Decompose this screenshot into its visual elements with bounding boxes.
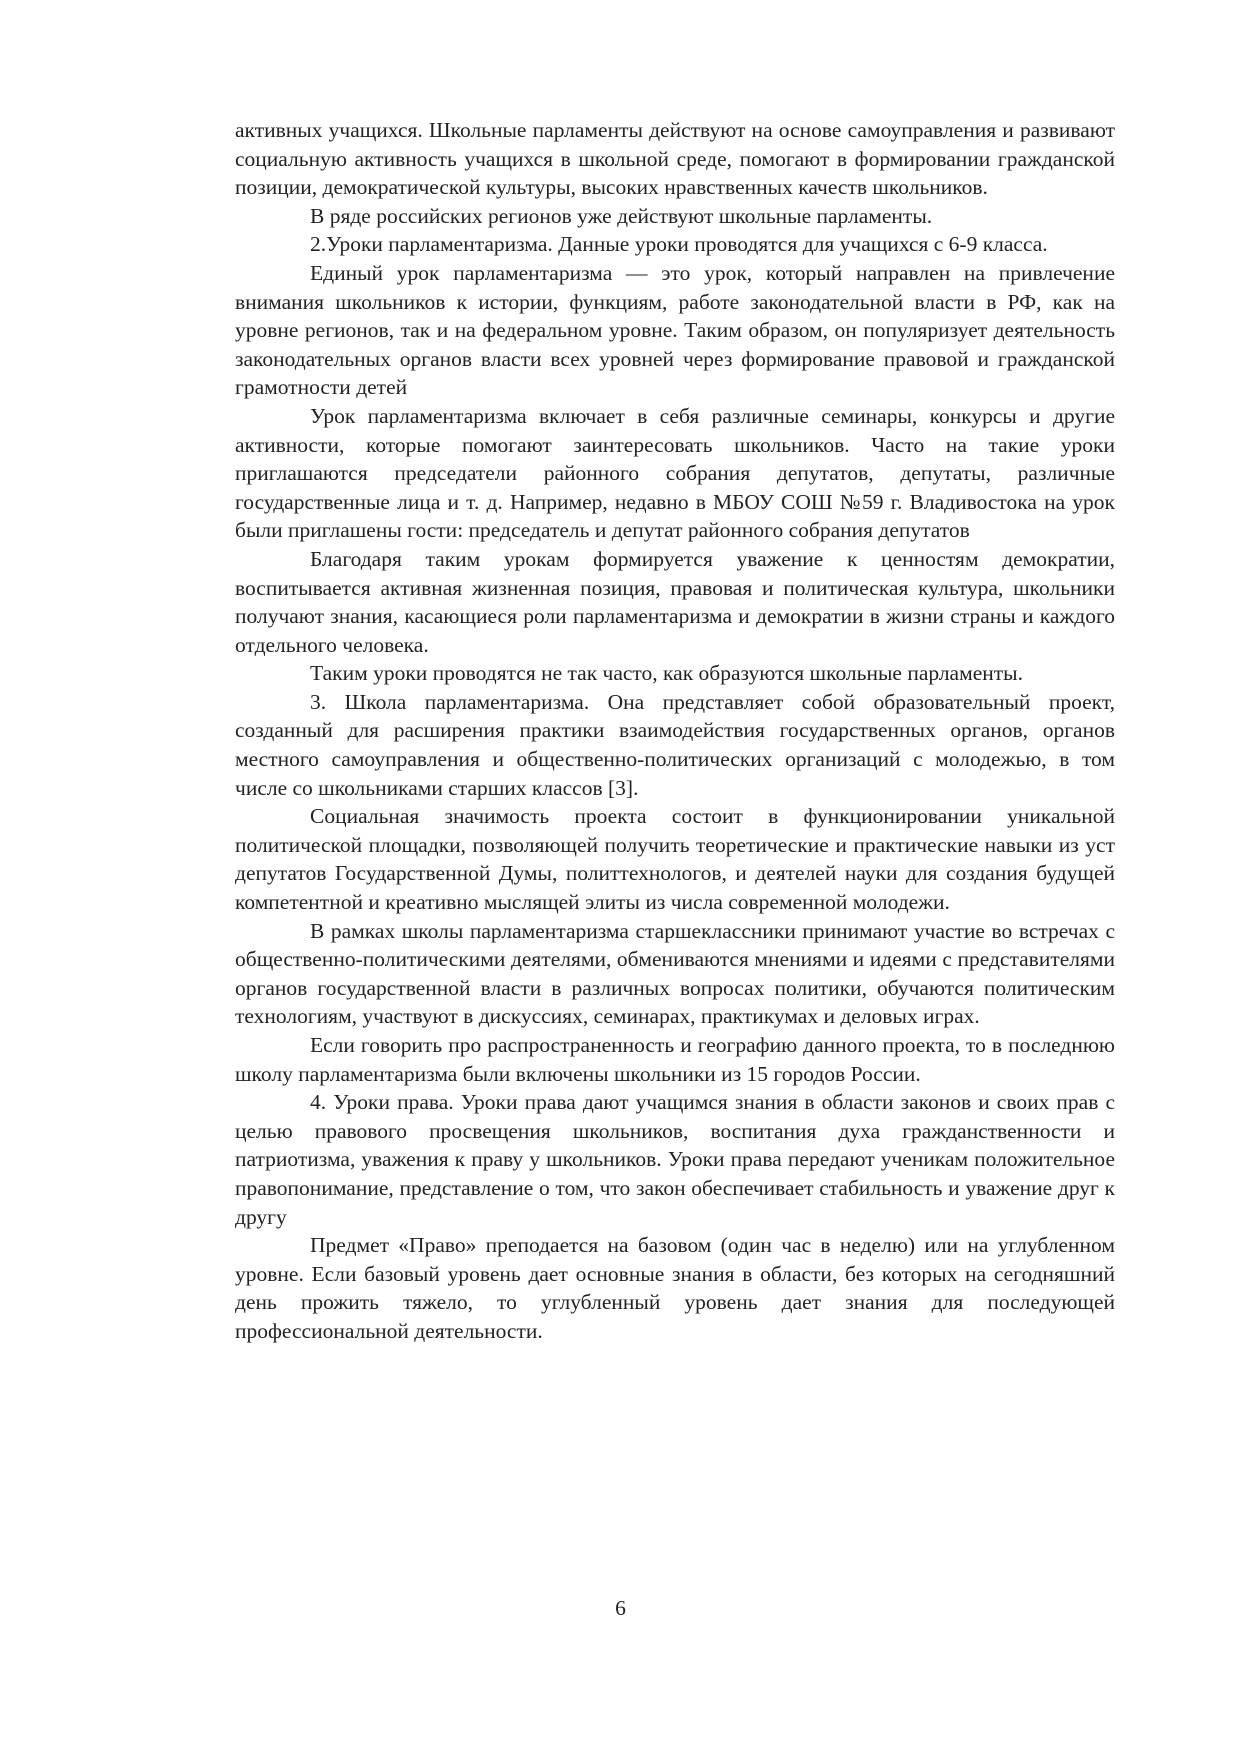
paragraph: 2.Уроки парламентаризма. Данные уроки проводятся для учащихся с 6-9 класса. xyxy=(310,232,1048,257)
paragraph: Если говорить про распространенность и географию данного проекта, то в последнюю школу парламентаризма были включены школьники из 15 городов России. xyxy=(235,1033,1115,1086)
paragraph: Таким уроки проводятся не так часто, как образуются школьные парламенты. xyxy=(310,661,1023,686)
paragraph: 3. Школа парламентаризма. Она представляет собой образовательный проект, созданный для расширения практики взаимодействия государственных органов, органов местного самоуправления и общественно-политических организаций с молодежью, в том числе со школьниками старших классов [3]. xyxy=(235,689,1115,800)
paragraph: В рамках школы парламентаризма старшеклассники принимают участие во встречах с общественно-политическими деятелями, обмениваются мнениями и идеями с представителями органов государственной власти в различных вопросах политики, обучаются политическим технологиям, участвуют в дискуссиях, семинарах, практикумах и деловых играх. xyxy=(235,918,1115,1029)
paragraph: В ряде российских регионов уже действуют школьные парламенты. xyxy=(310,203,933,228)
paragraph: Благодаря таким урокам формируется уважение к ценностям демократии, воспитывается активная жизненная позиция, правовая и политическая культура, школьники получают знания, касающиеся роли парламентаризма и демократии в жизни страны и каждого отдельного человека. xyxy=(235,546,1115,657)
body-text xyxy=(235,116,1115,1346)
paragraph: Единый урок парламентаризма — это урок, который направлен на привлечение внимания школьников к истории, функциям, работе законодательной власти в РФ, как на уровне регионов, так и на федеральном уровне. Таким образом, он популяризует деятельность законодательных органов власти всех уровней через формирование правовой и гражданской грамотности детей xyxy=(235,260,1115,400)
paragraph: Предмет «Право» преподается на базовом (один час в неделю) или на углубленном уровне. Если базовый уровень дает основные знания в области, без которых на сегодняшний день прожить тяжело, то углубленный уровень дает знания для последующей профессиональной деятельности. xyxy=(235,1233,1115,1343)
paragraph: Урок парламентаризма включает в себя различные семинары, конкурсы и другие активности, которые помогают заинтересовать школьников. Часто на такие уроки приглашаются председатели районного собрания депутатов, депутаты, различные государственные лица и т. д. Например, недавно в МБОУ СОШ №59 г. Владивостока на урок были приглашены гости: председатель и депутат районного собрания депутатов xyxy=(235,403,1115,543)
paragraph: 4. Уроки права. Уроки права дают учащимся знания в области законов и своих прав с целью правового просвещения школьников, воспитания духа гражданственности и патриотизма, уважения к праву у школьников. Уроки права передают ученикам положительное правопонимание, представление о том, что закон обеспечивает стабильность и уважение друг к другу xyxy=(235,1090,1115,1229)
page-number: 6 xyxy=(615,1596,626,1620)
paragraph: Социальная значимость проекта состоит в функционировании уникальной политической площадки, позволяющей получить теоретические и практические навыки из уст депутатов Государственной Думы, политтехнологов, и деятелей науки для создания будущей компетентной и креативно мыслящей элиты из числа современной молодежи. xyxy=(235,804,1115,915)
paragraph-continuation: активных учащихся. Школьные парламенты действуют на основе самоуправления и развивают социальную активность учащихся в школьной среде, помогают в формировании гражданской позиции, демократической культуры, высоких нравственных качеств школьников. xyxy=(235,118,1115,200)
